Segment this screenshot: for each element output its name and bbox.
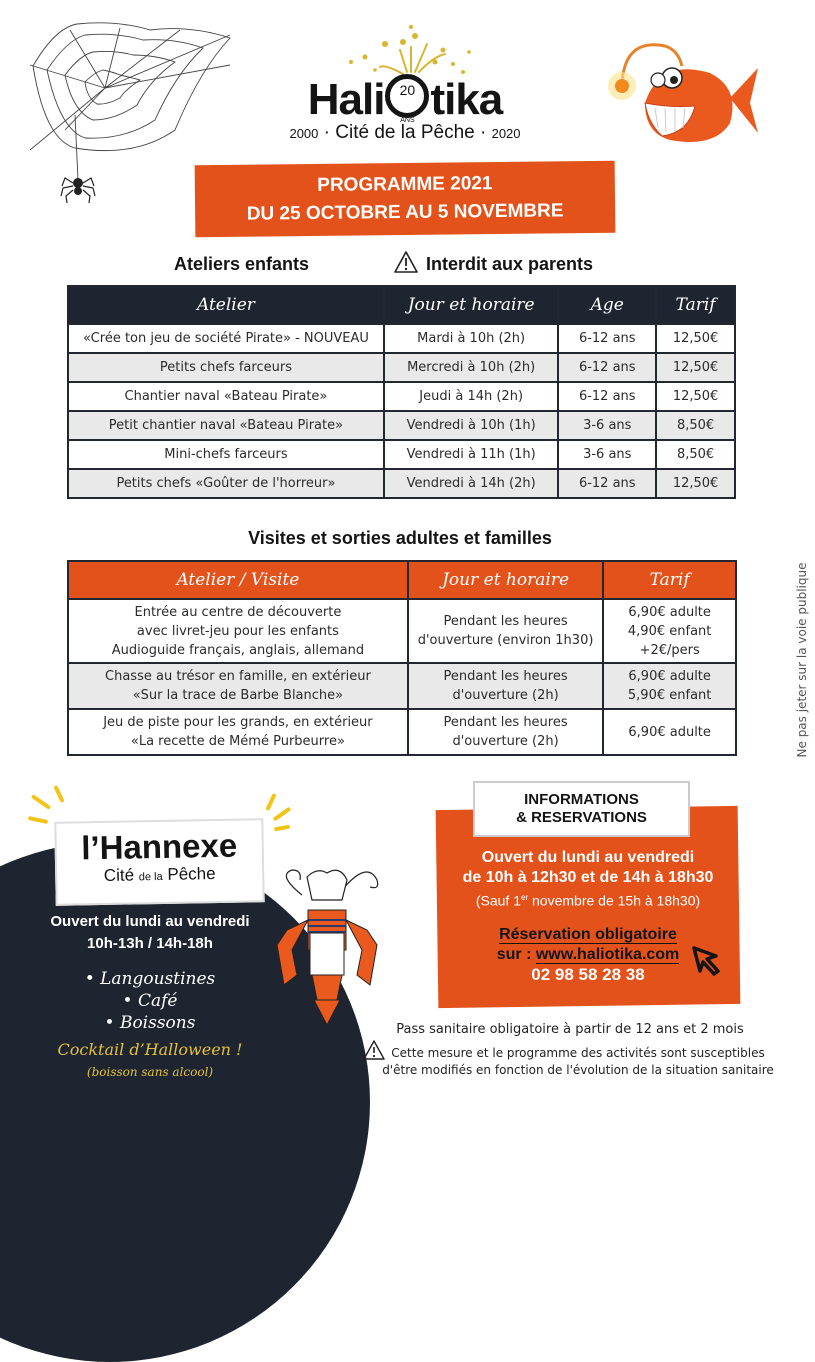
column-header-schedule: Jour et horaire [408,561,603,599]
adults-section-title: Visites et sorties adultes et familles [248,528,552,548]
hannexe-subtitle-part: de la [138,870,163,884]
info-open-days: Ouvert du lundi au vendredi [481,849,695,866]
cell-activity [68,709,408,755]
cell-price: 8,50€ [656,411,735,440]
menu-item: • Boissons [104,1013,196,1033]
cell-schedule: Vendredi à 14h (2h) [384,469,559,498]
schedule-line: Pendant les heures [443,614,568,629]
cell-price [603,599,736,663]
sun-ray-icon [274,825,290,832]
cell-age: 3-6 ans [558,440,656,469]
menu-item: • Café [122,991,178,1011]
column-header-schedule: Jour et horaire [384,286,559,324]
sun-ray-icon [28,816,48,824]
hannexe-menu-list [20,968,280,1034]
logo-year-end: 2020 [491,126,521,141]
exception-text: (Sauf 1 [475,892,521,909]
hannexe-logo [54,818,264,906]
logo-wordmark [270,74,540,122]
hannexe-title: l’Hannexe [80,826,238,867]
hannexe-open-hours: 10h-13h / 14h-18h [87,935,213,952]
exception-text: novembre de 15h à 18h30) [528,892,701,909]
price-line: +2€/pers [639,642,700,658]
kids-workshops-table [67,285,736,499]
hannexe-cocktail [20,1039,280,1083]
info-open-hours: de 10h à 12h30 et de 14h à 18h30 [462,869,714,886]
spider-icon [61,178,95,203]
hannexe-open-days: Ouvert du lundi au vendredi [50,913,250,930]
schedule-line: Pendant les heures [443,669,568,684]
sun-ray-icon [31,794,51,810]
cell-atelier: Petits chefs farceurs [68,353,384,382]
cell-price [603,709,736,755]
cursor-arrow-icon [690,944,722,976]
logo-separator: · [323,122,330,143]
cell-price: 12,50€ [656,469,735,498]
table-row [68,411,735,440]
sun-ray-icon [265,793,276,811]
anniversary-ring-icon [385,74,429,124]
cell-age: 6-12 ans [558,469,656,498]
cell-price: 8,50€ [656,440,735,469]
cell-price [603,663,736,709]
cell-atelier: Petit chantier naval «Bateau Pirate» [68,411,384,440]
schedule-line: d'ouverture (2h) [452,688,559,703]
cell-age: 6-12 ans [558,353,656,382]
table-row [68,353,735,382]
exception-sup: er [521,893,529,902]
table-row [68,440,735,469]
cell-schedule [408,599,603,663]
column-header-price: Tarif [603,561,736,599]
cell-atelier: «Crée ton jeu de société Pirate» - NOUVEAU [68,324,384,353]
price-line: 6,90€ adulte [628,724,711,740]
cell-price: 12,50€ [656,382,735,411]
cell-atelier: Chantier naval «Bateau Pirate» [68,382,384,411]
price-line: 6,90€ adulte [628,604,711,620]
activity-line: «Sur la trace de Barbe Blanche» [132,688,344,703]
info-exception [437,888,739,911]
litter-notice: Ne pas jeter sur la voie publique [795,562,809,758]
haliotika-logo [270,22,540,147]
cell-activity [68,663,408,709]
price-line: 5,90€ enfant [627,688,712,703]
logo-subtitle [270,122,540,144]
cell-age: 3-6 ans [558,411,656,440]
hannexe-hours [20,911,280,955]
hannexe-subtitle-part: Cité [103,865,135,885]
info-title-box [473,781,690,837]
column-header-activity: Atelier / Visite [68,561,408,599]
activity-line: «La recette de Mémé Purbeurre» [130,734,345,749]
table-row [68,709,736,755]
program-title: PROGRAMME 2021 [317,173,493,196]
info-title-line: INFORMATIONS [524,791,639,808]
logo-prefix: Hali [307,75,385,124]
anglerfish-icon [600,28,760,158]
warning-icon [393,250,419,274]
adult-visits-table [67,560,737,756]
activity-line: avec livret-jeu pour les enfants [136,623,339,639]
program-dates: DU 25 OCTOBRE AU 5 NOVEMBRE [246,200,564,225]
cell-schedule: Vendredi à 10h (1h) [384,411,559,440]
website-link[interactable]: www.haliotika.com [535,946,680,963]
column-header-price: Tarif [656,286,735,324]
cell-schedule: Mercredi à 10h (2h) [384,353,559,382]
health-pass-notice: Pass sanitaire obligatoire à partir de 12 ans et 2 mois [396,1022,744,1037]
cell-activity [68,599,408,663]
ring-label: ANS [400,117,415,124]
menu-item: • Langoustines [84,969,216,989]
phone-number[interactable]: 02 98 58 28 38 [531,965,645,984]
price-line: 4,90€ enfant [627,623,712,639]
cell-price: 12,50€ [656,353,735,382]
column-header-age: Age [558,286,656,324]
table-row [68,663,736,709]
sun-ray-icon [53,785,64,803]
activity-line: Audioguide français, anglais, allemand [111,642,365,658]
info-title-line: & RESERVATIONS [516,809,647,826]
cocktail-note: (boisson sans alcool) [86,1065,214,1079]
cell-age: 6-12 ans [558,382,656,411]
schedule-line: d'ouverture (2h) [452,734,559,749]
hannexe-subtitle-part: Pêche [167,864,216,884]
activity-line: Entrée au centre de découverte [134,604,342,620]
cell-schedule [408,663,603,709]
cell-schedule: Mardi à 10h (2h) [384,324,559,353]
cell-schedule: Jeudi à 14h (2h) [384,382,559,411]
table-row [68,599,736,663]
cell-age: 6-12 ans [558,324,656,353]
warning-line: Cette mesure et le programme des activités sont susceptibles [391,1046,765,1060]
cell-price: 12,50€ [656,324,735,353]
cocktail-title: Cocktail d’Halloween ! [57,1040,243,1059]
sanitary-warning [378,1045,778,1079]
logo-year-start: 2000 [289,126,319,141]
table-row [68,469,735,498]
parents-forbidden-warning: Interdit aux parents [426,254,594,274]
cell-schedule: Vendredi à 11h (1h) [384,440,559,469]
kids-section-title: Ateliers enfants [174,254,310,274]
website-prefix: sur : [496,946,536,963]
schedule-line: Pendant les heures [443,715,568,730]
table-row [68,324,735,353]
cell-schedule [408,709,603,755]
cell-atelier: Mini-chefs farceurs [68,440,384,469]
sun-ray-icon [273,807,292,822]
table-header-row [68,286,735,324]
ring-number: 20 [399,82,416,98]
logo-suffix: tika [430,75,503,124]
column-header-atelier: Atelier [68,286,384,324]
table-header-row [68,561,736,599]
logo-name: Cité de la Pêche [335,122,475,143]
warning-line: d'être modifiés en fonction de l'évolution de la situation sanitaire [382,1063,774,1077]
fireworks-icon [345,22,475,77]
table-row [68,382,735,411]
activity-line: Jeu de piste pour les grands, en extérieur [103,715,373,730]
logo-separator: · [479,122,487,143]
cell-atelier: Petits chefs «Goûter de l'horreur» [68,469,384,498]
activity-line: Chasse au trésor en famille, en extérieur [105,669,371,684]
info-hours [437,848,739,911]
program-banner [195,161,616,237]
price-line: 6,90€ adulte [628,669,711,684]
reservation-required: Réservation obligatoire [499,926,677,943]
langoustine-chef-icon [272,865,382,1035]
schedule-line: d'ouverture (environ 1h30) [417,633,594,648]
